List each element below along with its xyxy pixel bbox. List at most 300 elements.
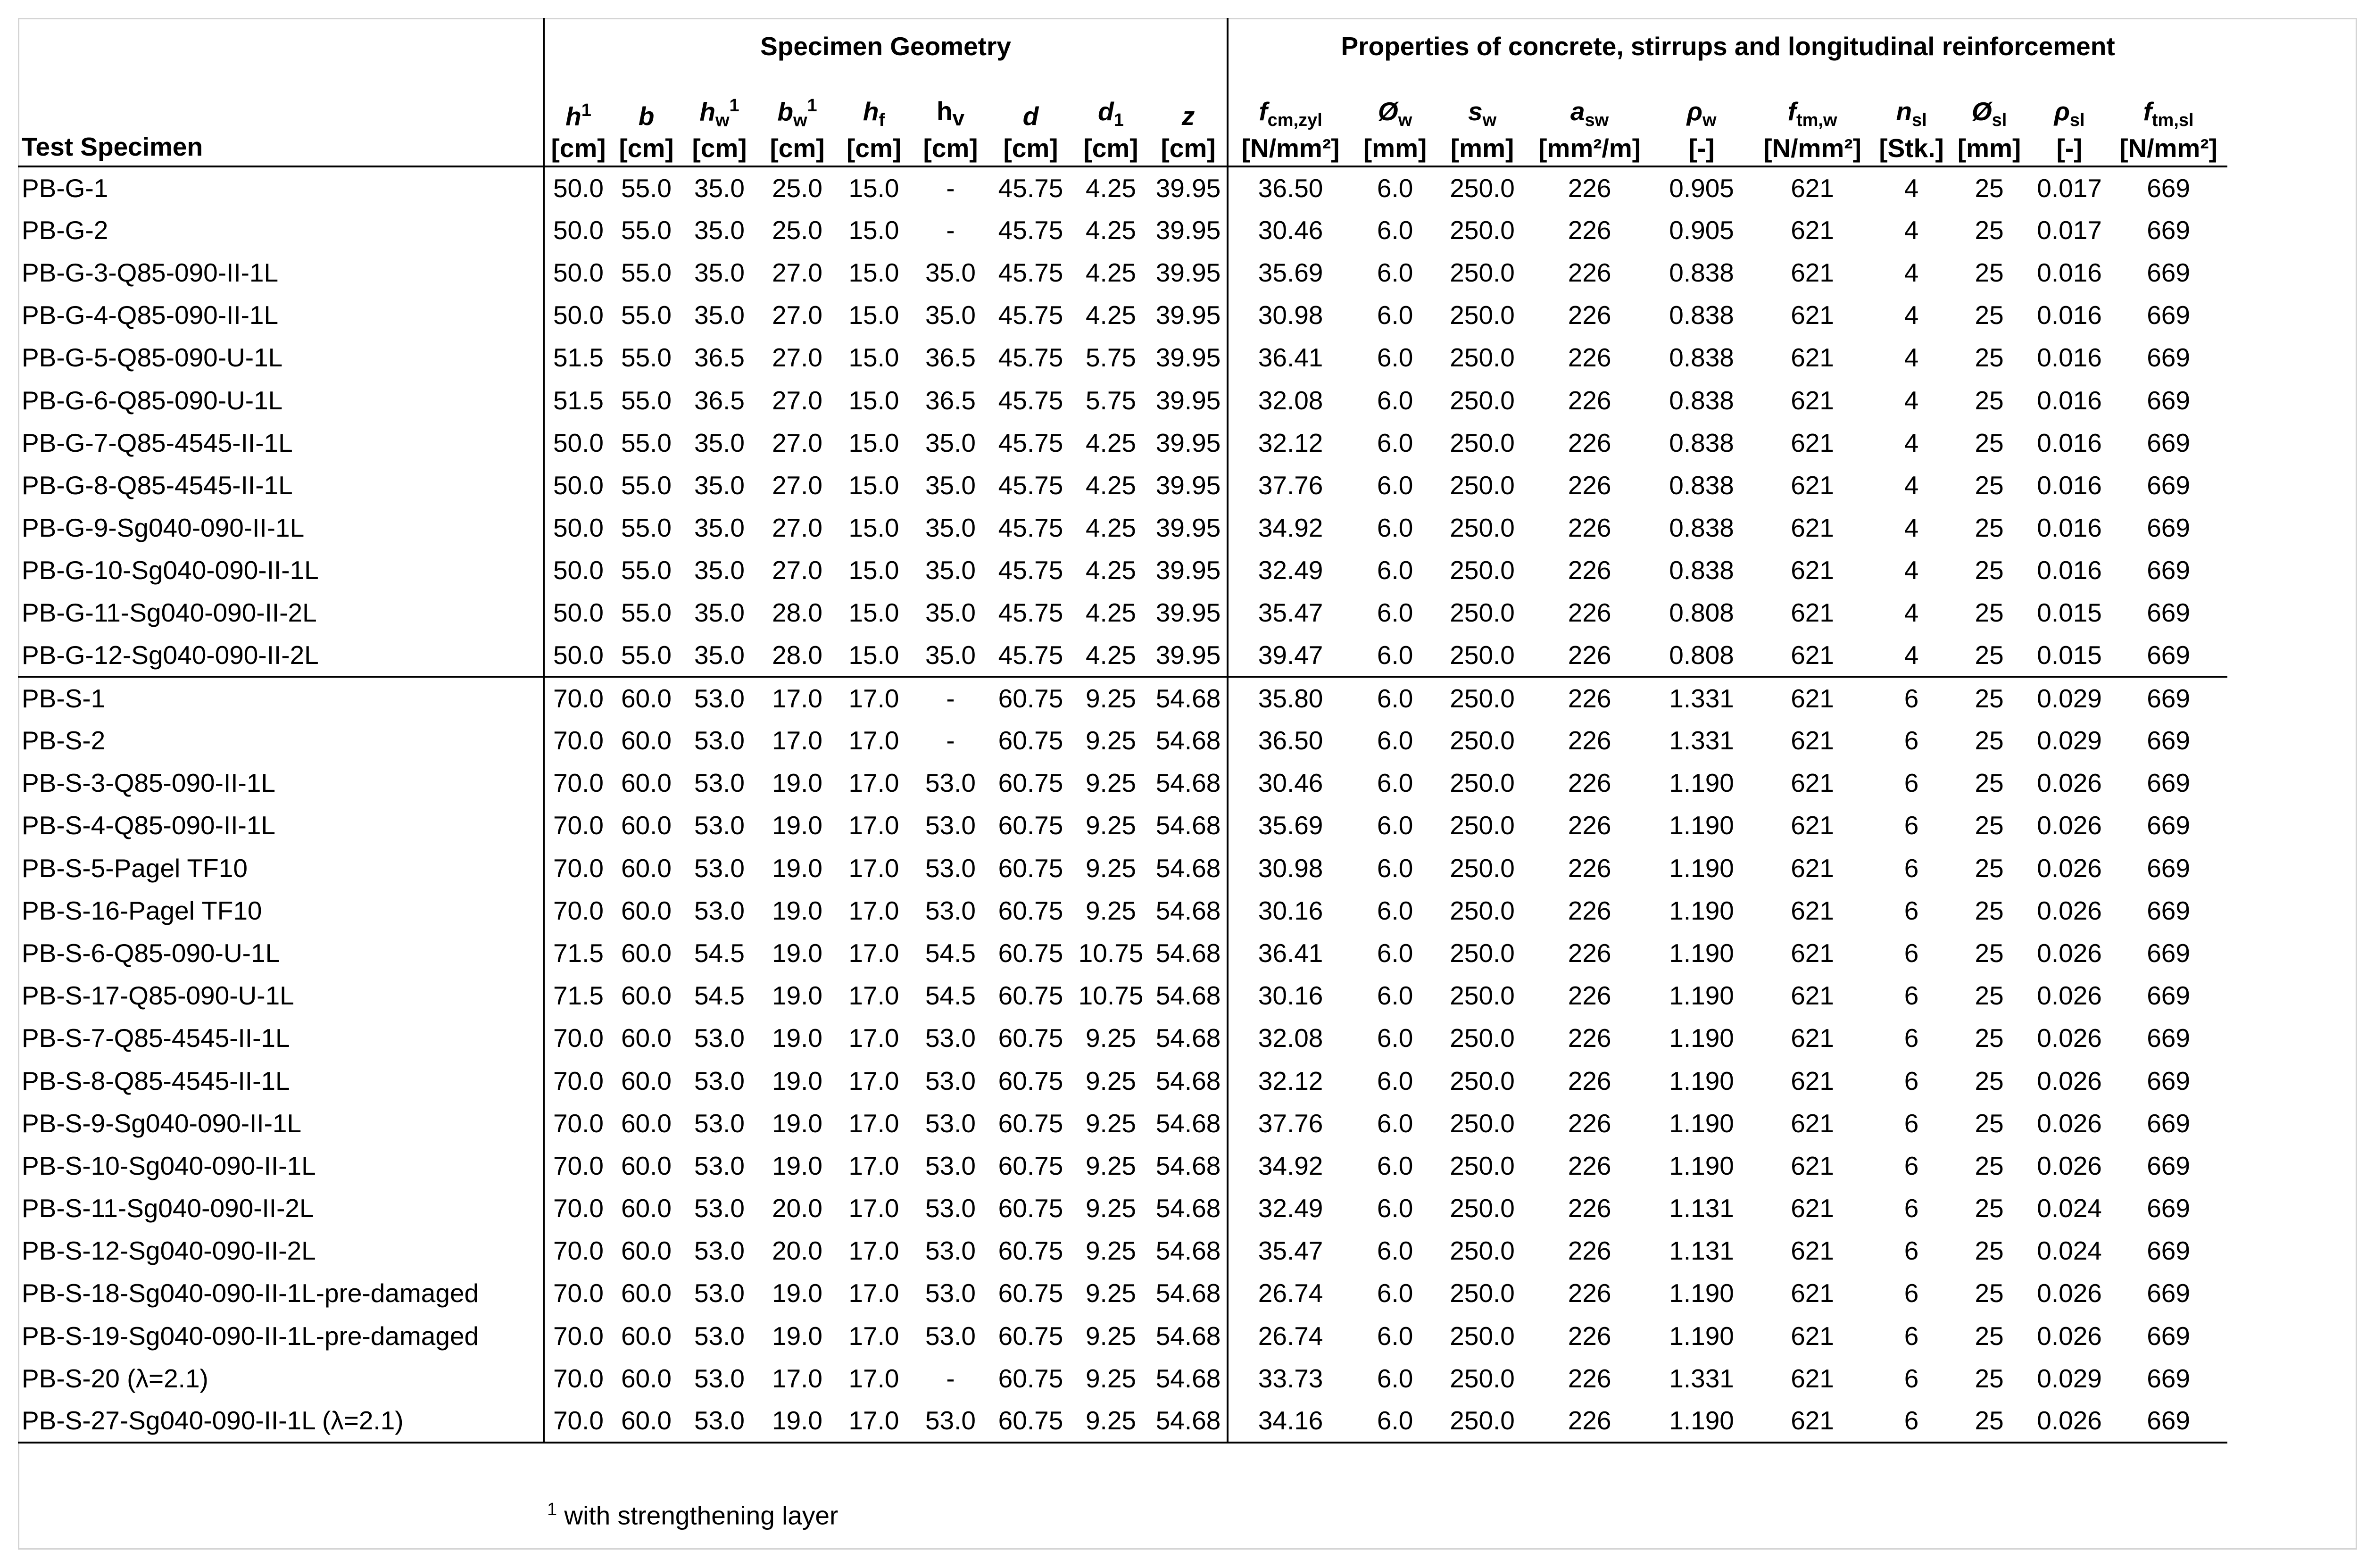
table-cell: 621 [1791,853,1834,883]
col-symbol: z [1181,101,1195,131]
table-cell: 5.75 [1085,385,1137,415]
table-cell: 250.0 [1450,811,1515,840]
table-cell: 250.0 [1450,173,1515,203]
table-cell: 54.68 [1155,1363,1221,1393]
specimen-name: PB-S-16-Pagel TF10 [22,896,262,925]
table-row [18,975,2227,1017]
table-cell: 6.0 [1377,1321,1413,1351]
table-cell: 54.68 [1155,981,1221,1011]
table-cell: 39.95 [1155,385,1221,415]
table-cell: 25 [1975,513,2004,543]
table-cell: 19.0 [772,938,823,968]
table-cell: 226 [1568,1108,1611,1138]
table-cell: 53.0 [694,1321,745,1351]
table-cell: 0.016 [2037,470,2102,500]
table-cell: 30.16 [1228,889,1353,932]
table-cell: 250.0 [1450,938,1515,968]
table-cell: 226 [1568,1066,1611,1095]
table-cell: 4 [1904,640,1919,670]
table-cell: 27.0 [772,300,823,330]
table-cell: 36.5 [925,343,976,373]
table-cell: 32.08 [1228,379,1353,422]
table-cell: 27.0 [772,257,823,287]
table-cell: 1.190 [1669,981,1734,1011]
table-cell: 45.75 [998,385,1063,415]
table-cell: 226 [1568,343,1611,373]
table-cell: 6.0 [1377,1236,1413,1266]
table-cell: 60.75 [998,768,1063,798]
table-cell: 250.0 [1450,215,1515,245]
table-cell: 54.68 [1155,1194,1221,1223]
table-row [18,1315,2227,1357]
table-cell: 250.0 [1450,1108,1515,1138]
table-cell: 60.75 [998,1321,1063,1351]
table-cell: 60.0 [621,1151,672,1180]
specimen-name: PB-G-7-Q85-4545-II-1L [22,428,293,457]
table-cell: 45.75 [998,513,1063,543]
table-cell: 50.0 [544,464,612,506]
table-cell: 30.98 [1228,294,1353,337]
table-cell: 669 [2147,853,2190,883]
table-cell: 53.0 [925,1321,976,1351]
table-cell: 60.0 [621,1066,672,1095]
table-cell: 4.25 [1085,257,1137,287]
table-cell: 0.016 [2037,343,2102,373]
table-cell: 37.76 [1228,464,1353,506]
table-cell: 4 [1904,173,1919,203]
table-cell: 0.024 [2037,1236,2102,1266]
table-cell: 621 [1791,173,1834,203]
table-cell: 60.0 [621,853,672,883]
table-cell: 1.131 [1669,1236,1734,1266]
table-cell: 70.0 [544,1272,612,1315]
table-cell: 36.5 [925,385,976,415]
table-cell: 60.75 [998,1108,1063,1138]
table-cell: 35.0 [925,428,976,457]
table-cell: 60.75 [998,1363,1063,1393]
table-cell: 35.69 [1228,251,1353,294]
table-cell: 17.0 [848,1151,899,1180]
table-cell: 1.190 [1652,1400,1751,1442]
col-symbol: $b_w^1$ [777,95,817,130]
table-cell: 6 [1904,896,1919,925]
table-cell: 53.0 [925,811,976,840]
table-cell: 9.25 [1072,677,1150,719]
table-cell: 669 [2147,640,2190,670]
table-cell: 19.0 [772,896,823,925]
table-cell: 26.74 [1228,1272,1353,1315]
specimen-name: PB-S-6-Q85-090-U-1L [22,938,280,968]
table-cell: 9.25 [1085,1321,1137,1351]
table-cell: 34.92 [1228,1145,1353,1187]
table-cell: 250.0 [1450,1363,1515,1393]
table-cell: 0.838 [1669,300,1734,330]
col-symbol: $h_f$ [863,97,885,130]
col-unit: [-] [1652,131,1751,166]
table-row [18,592,2227,634]
table-cell: 60.75 [989,1400,1072,1442]
table-cell: 25 [1975,811,2004,840]
table-cell: 621 [1791,1363,1834,1393]
table-cell: 27.0 [772,428,823,457]
table-cell: 669 [2147,1108,2190,1138]
table-cell: 35.0 [925,640,976,670]
table-cell: 25 [1975,640,2004,670]
table-cell: 0.026 [2037,938,2102,968]
specimen-name: PB-S-20 (λ=2.1) [22,1363,208,1393]
table-row [18,251,2227,294]
table-cell: 55.0 [621,257,672,287]
table-cell: 6.0 [1377,215,1413,245]
table-cell: 621 [1791,513,1834,543]
table-cell: 621 [1791,470,1834,500]
col-symbol: $f_{tm,sl}$ [2143,97,2194,130]
table-cell: 0.026 [2037,1151,2102,1180]
table-row [18,379,2227,422]
table-cell: 55.0 [621,598,672,628]
table-cell: 36.41 [1228,337,1353,379]
table-cell: 621 [1791,981,1834,1011]
table-cell: 9.25 [1085,1278,1137,1308]
table-cell: 70.0 [544,1400,612,1442]
table-cell: 669 [2147,1023,2190,1053]
table-cell: 45.75 [998,300,1063,330]
table-cell: 9.25 [1085,1194,1137,1223]
table-cell: 621 [1791,640,1834,670]
table-cell: 53.0 [694,1023,745,1053]
table-cell: 45.75 [998,173,1063,203]
table-row [18,422,2227,464]
col-unit: [cm] [1072,131,1150,166]
table-cell: 4 [1904,556,1919,585]
table-cell: 4 [1904,385,1919,415]
table-cell: 9.25 [1072,1400,1150,1442]
table-cell: 50.0 [544,634,612,677]
table-cell: 25 [1975,598,2004,628]
table-cell: 226 [1568,1321,1611,1351]
table-cell: 54.68 [1155,853,1221,883]
table-cell: 15.0 [848,343,899,373]
table-cell: 45.75 [998,598,1063,628]
table-cell: 669 [2147,1151,2190,1180]
table-cell: 53.0 [925,1151,976,1180]
table-cell: 70.0 [544,1315,612,1357]
table-cell: 6.0 [1377,981,1413,1011]
table-cell: 45.75 [998,640,1063,670]
table-cell: 36.50 [1228,166,1353,209]
table-cell: 70.0 [544,889,612,932]
table-cell: 6 [1874,1400,1949,1442]
table-cell: 28.0 [772,598,823,628]
table-cell: 17.0 [772,1363,823,1393]
table-cell: 17.0 [848,981,899,1011]
table-cell: 60.0 [621,981,672,1011]
table-cell: 60.0 [621,768,672,798]
table-cell: 226 [1568,1151,1611,1180]
table-cell: 6.0 [1377,257,1413,287]
table-cell: 1.131 [1669,1194,1734,1223]
table-cell: 60.0 [621,1278,672,1308]
table-cell: 17.0 [848,896,899,925]
table-cell: 6.0 [1377,1108,1413,1138]
table-cell: 10.75 [1078,938,1144,968]
table-cell: 39.95 [1155,215,1221,245]
table-cell: 621 [1791,938,1834,968]
table-row [18,889,2227,932]
table-cell: 226 [1568,513,1611,543]
table-cell: 19.0 [772,768,823,798]
table-cell: 53.0 [681,1400,758,1442]
table-cell: 0.026 [2037,1278,2102,1308]
table-cell: 15.0 [848,556,899,585]
table-cell: 6.0 [1353,677,1437,719]
table-cell: 6.0 [1377,513,1413,543]
table-cell: 669 [2109,677,2227,719]
table-row [18,294,2227,337]
table-cell: 54.68 [1155,811,1221,840]
table-cell: 39.95 [1155,257,1221,287]
table-cell: 54.68 [1155,896,1221,925]
specimen-name: PB-S-1 [18,677,544,719]
table-cell: 60.0 [621,1321,672,1351]
table-cell: 39.95 [1155,598,1221,628]
table-cell: 6 [1904,1363,1919,1393]
table-cell: 32.12 [1228,422,1353,464]
table-cell: 4.25 [1085,556,1137,585]
table-cell: 25 [1975,896,2004,925]
table-cell: 35.0 [694,556,745,585]
table-cell: 15.0 [848,215,899,245]
table-cell: 4.25 [1085,640,1137,670]
table-cell: 4 [1904,257,1919,287]
table-cell: 19.0 [772,1278,823,1308]
table-cell: 250.0 [1450,1321,1515,1351]
header-test-specimen: Test Specimen [18,18,544,166]
table-cell: 669 [2147,173,2190,203]
table-cell: 6 [1874,677,1949,719]
table-cell: 0.017 [2037,173,2102,203]
table-cell: 35.0 [694,598,745,628]
table-cell: 621 [1791,1278,1834,1308]
table-cell: 60.75 [998,938,1063,968]
table-row [18,464,2227,506]
table-cell: 54.5 [694,938,745,968]
specimen-name: PB-G-4-Q85-090-II-1L [22,300,279,330]
table-cell: 15.0 [848,470,899,500]
table-row [18,1017,2227,1060]
table-cell: 54.68 [1155,938,1221,968]
table-cell: 6.0 [1377,811,1413,840]
col-symbol: $d_1$ [1098,97,1124,130]
table-cell: 6.0 [1377,598,1413,628]
table-cell: 669 [2147,981,2190,1011]
table-cell: 1.190 [1669,1321,1734,1351]
table-cell: 250.0 [1450,1236,1515,1266]
table-cell: 25 [1975,1066,2004,1095]
table-cell: 60.75 [998,1151,1063,1180]
table-cell: 250.0 [1450,726,1515,755]
table-cell: 0.838 [1669,385,1734,415]
specimen-name: PB-S-17-Q85-090-U-1L [22,981,294,1011]
table-cell: 0.026 [2037,1066,2102,1095]
table-cell: 55.0 [621,300,672,330]
table-cell: 51.5 [544,337,612,379]
table-cell: 0.029 [2037,726,2102,755]
table-row [18,634,2227,677]
table-cell: 54.68 [1155,1236,1221,1266]
table-row [18,1187,2227,1230]
table-cell: 17.0 [848,1023,899,1053]
table-cell: 35.0 [694,428,745,457]
table-row [18,677,2227,719]
table-cell: 1.190 [1669,853,1734,883]
table-cell: 53.0 [694,1194,745,1223]
table-cell: 6.0 [1377,726,1413,755]
table-cell: - [946,1363,955,1393]
table-cell: 0.026 [2037,811,2102,840]
table-cell: 250.0 [1450,1194,1515,1223]
table-cell: 53.0 [694,811,745,840]
table-cell: 17.0 [848,853,899,883]
table-cell: 32.12 [1228,1060,1353,1102]
col-unit: [mm] [1949,131,2029,166]
table-cell: 250.0 [1450,1023,1515,1053]
table-cell: 6.0 [1377,896,1413,925]
table-cell: 621 [1791,215,1834,245]
specimen-name: PB-G-9-Sg040-090-II-1L [22,513,305,543]
col-symbol: $f_{cm,zyl}$ [1228,75,1353,131]
table-cell: 669 [2109,1400,2227,1442]
table-cell: 53.0 [694,1066,745,1095]
table-cell: 226 [1568,768,1611,798]
table-cell: 70.0 [544,1017,612,1060]
table-cell: 60.75 [998,1278,1063,1308]
specimen-name: PB-G-2 [22,215,108,245]
table-cell: 250.0 [1450,513,1515,543]
table-cell: 226 [1568,1194,1611,1223]
table-row [18,1400,2227,1442]
specimen-name: PB-S-18-Sg040-090-II-1L-pre-damaged [22,1278,479,1308]
table-cell: 0.029 [2037,1363,2102,1393]
table-cell: 45.75 [998,257,1063,287]
table-cell: 6 [1904,768,1919,798]
table-cell: 6.0 [1377,1023,1413,1053]
specimen-name: PB-S-12-Sg040-090-II-2L [22,1236,316,1266]
table-cell: 0.026 [2037,1321,2102,1351]
col-unit: [mm²/m] [1527,131,1652,166]
table-cell: 1.190 [1669,811,1734,840]
table-cell: 55.0 [621,173,672,203]
table-cell: 6.0 [1377,1194,1413,1223]
table-cell: 621 [1791,1023,1834,1053]
table-row [18,1060,2227,1102]
table-cell: 60.75 [998,853,1063,883]
table-cell: 54.5 [925,981,976,1011]
table-cell: 54.5 [925,938,976,968]
table-cell: 60.75 [998,1236,1063,1266]
table-cell: 669 [2147,1278,2190,1308]
table-cell: 1.190 [1669,1066,1734,1095]
table-cell: 0.838 [1669,513,1734,543]
specimen-name: PB-G-12-Sg040-090-II-2L [22,640,319,670]
table-cell: 1.331 [1669,1363,1734,1393]
table-cell: 53.0 [912,1400,989,1442]
table-cell: 50.0 [544,166,612,209]
table-cell: 20.0 [772,1236,823,1266]
table-cell: 250.0 [1450,981,1515,1011]
table-cell: 35.0 [694,513,745,543]
table-cell: - [946,215,955,245]
table-cell: 53.0 [694,896,745,925]
table-cell: 50.0 [544,209,612,251]
col-symbol: d [1022,101,1039,131]
table-cell: 60.0 [621,1194,672,1223]
table-cell: 36.50 [1228,719,1353,762]
table-cell: 35.47 [1228,592,1353,634]
table-cell: 621 [1791,343,1834,373]
table-cell: 53.0 [694,1108,745,1138]
table-cell: 10.75 [1078,981,1144,1011]
table-cell: 53.0 [925,1066,976,1095]
specimen-name: PB-S-4-Q85-090-II-1L [22,811,275,840]
col-symbol: $Ø_w$ [1378,97,1412,130]
table-cell: 669 [2147,1236,2190,1266]
specimen-name: PB-G-10-Sg040-090-II-1L [22,556,319,585]
table-cell: 1.190 [1669,896,1734,925]
table-cell: 6 [1904,1321,1919,1351]
table-cell: 19.0 [772,981,823,1011]
table-cell: 669 [2147,513,2190,543]
table-cell: 35.0 [694,215,745,245]
table-cell: 39.95 [1155,556,1221,585]
table-cell: 0.838 [1669,470,1734,500]
table-cell: 621 [1791,1151,1834,1180]
table-cell: 27.0 [772,470,823,500]
table-cell: 15.0 [848,300,899,330]
table-cell: 621 [1791,1108,1834,1138]
table-cell: 17.0 [848,1236,899,1266]
table-cell: 60.0 [621,1108,672,1138]
table-cell: 25 [1975,1278,2004,1308]
table-cell: 25 [1975,300,2004,330]
table-cell: 669 [2147,1194,2190,1223]
table-cell: 39.95 [1155,428,1221,457]
table-cell: 226 [1568,598,1611,628]
table-cell: 36.5 [694,385,745,415]
table-cell: 0.838 [1669,343,1734,373]
table-cell: 17.0 [772,726,823,755]
table-cell: 55.0 [621,556,672,585]
table-cell: 226 [1568,300,1611,330]
table-cell: 4 [1904,598,1919,628]
table-cell: 6 [1904,1236,1919,1266]
table-row [18,762,2227,805]
col-symbol: $s_w$ [1468,97,1497,130]
table-cell: 1.190 [1669,768,1734,798]
table-cell: 19.0 [772,1321,823,1351]
table-cell: 6.0 [1377,343,1413,373]
table-cell: 17.0 [836,1400,912,1442]
table-cell: 32.49 [1228,549,1353,592]
table-cell: 60.75 [998,811,1063,840]
table-cell: 71.5 [544,932,612,974]
table-cell: 15.0 [848,173,899,203]
table-cell: 30.98 [1228,847,1353,889]
specimen-name: PB-G-8-Q85-4545-II-1L [22,470,293,500]
table-cell: 20.0 [772,1194,823,1223]
table-cell: 4.25 [1085,513,1137,543]
table-cell: 9.25 [1085,1066,1137,1095]
